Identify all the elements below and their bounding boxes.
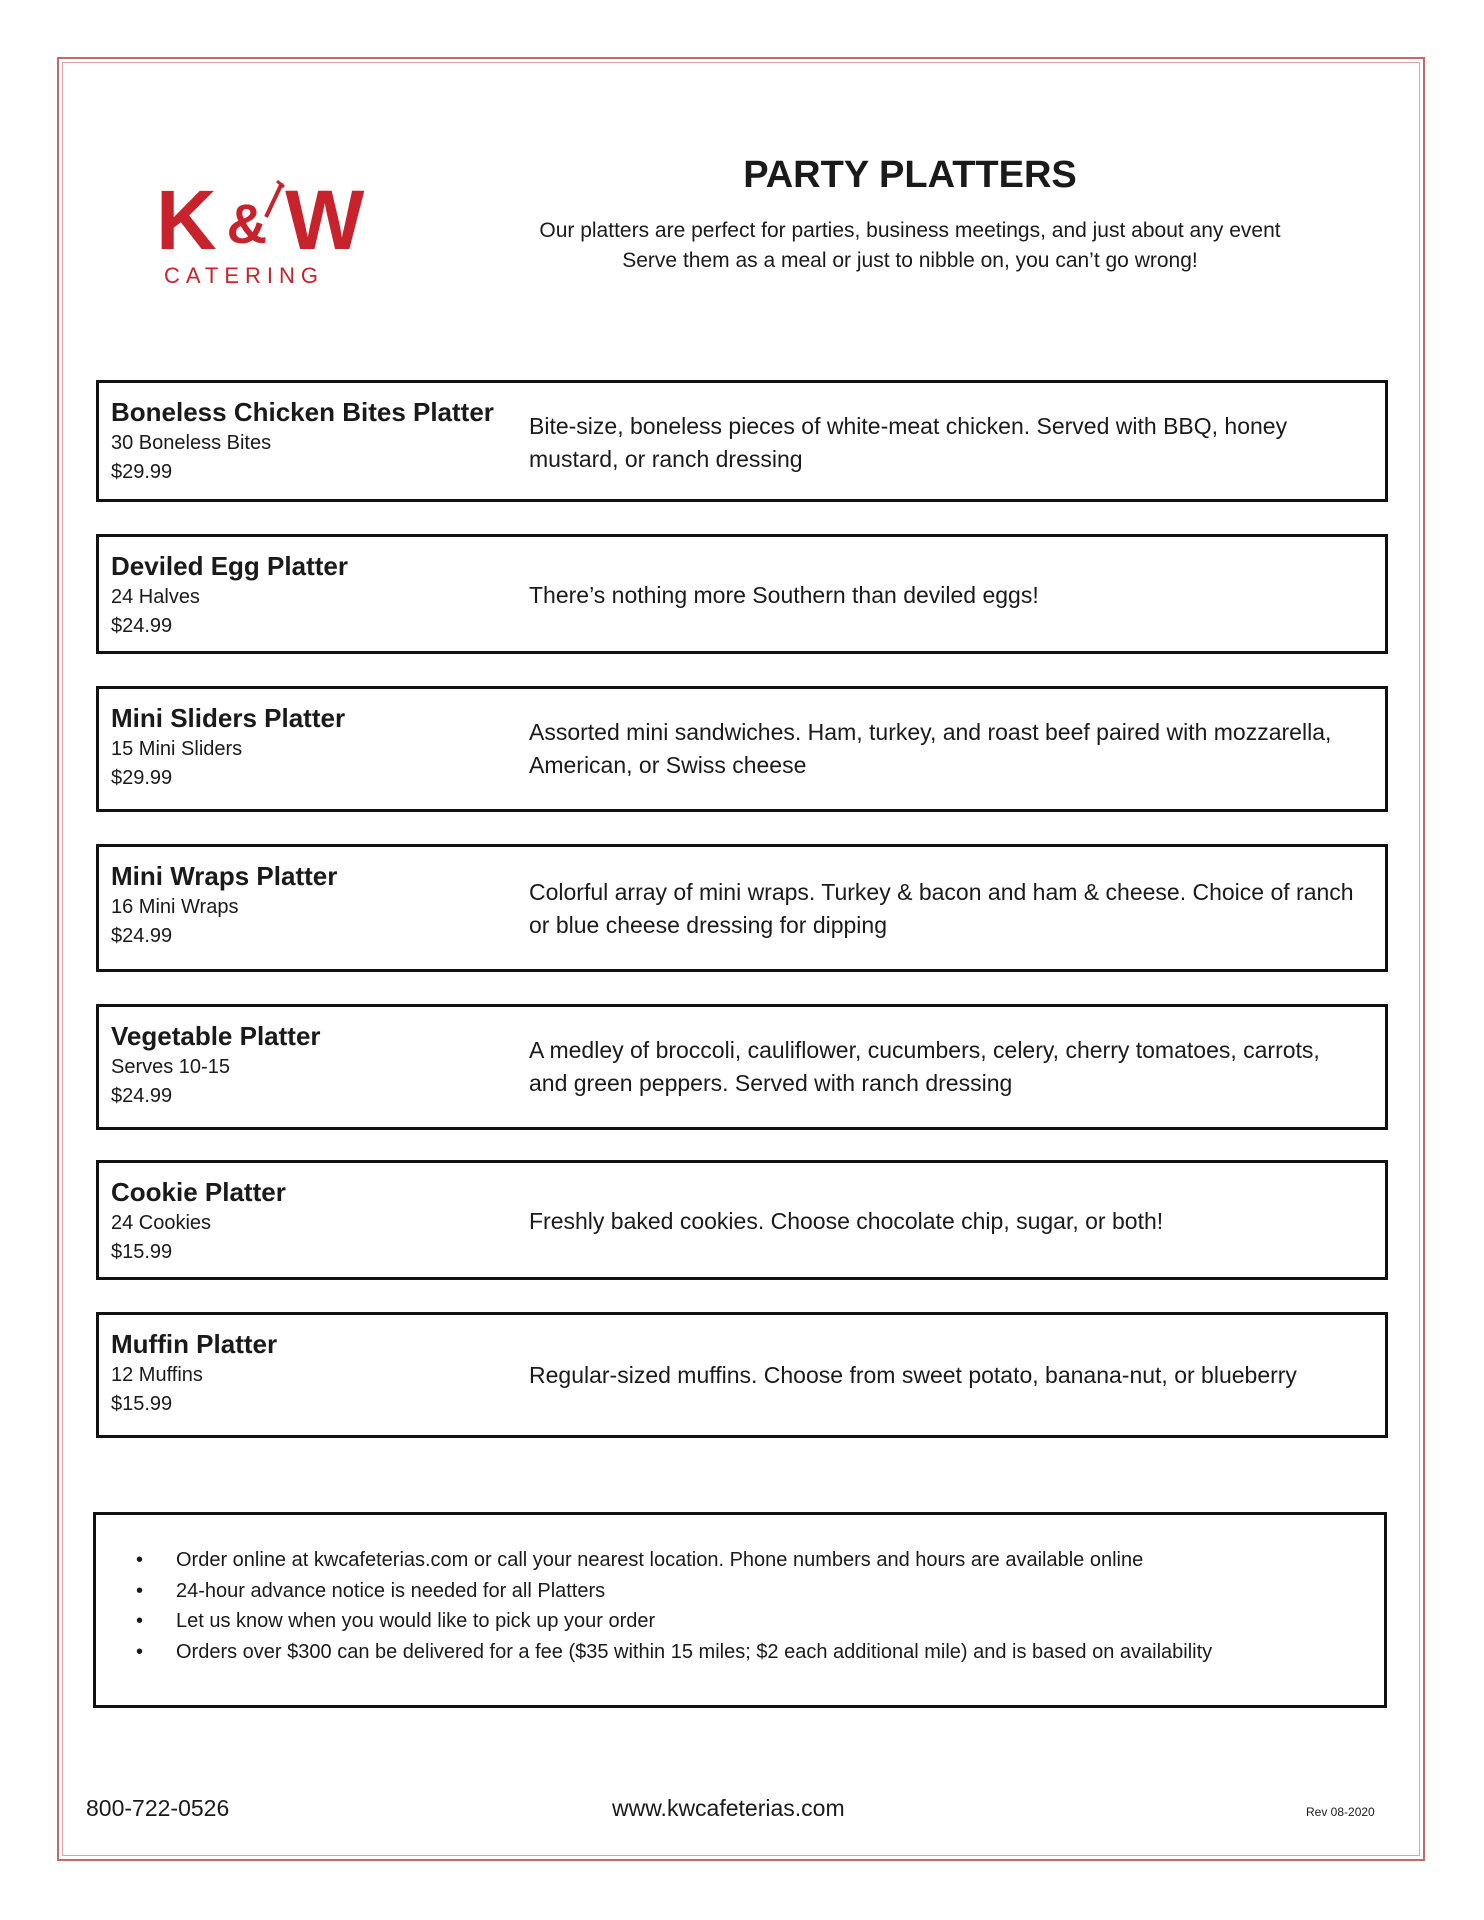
platter-description: There’s nothing more Southern than deviled eggs! (529, 582, 1039, 608)
platter-quantity: 15 Mini Sliders (111, 738, 243, 760)
platter-price: $24.99 (111, 1085, 173, 1107)
note-text: Orders over $300 can be delivered for a fee ($35 within 15 miles; $2 each additional mile) and is based on availability (176, 1640, 1213, 1663)
platter-card-deviled-egg (96, 534, 1388, 654)
platter-card-mini-wraps (96, 844, 1388, 972)
bullet-icon: • (136, 1640, 144, 1663)
order-notes-box (93, 1512, 1387, 1708)
subtitle-line-1: Our platters are perfect for parties, business meetings, and just about any event (539, 219, 1281, 242)
platter-name: Cookie Platter (111, 1177, 286, 1207)
platter-card-mini-sliders (96, 686, 1388, 812)
note-text: 24-hour advance notice is needed for all Platters (176, 1579, 606, 1602)
logo-mark (156, 175, 366, 275)
platter-name: Mini Wraps Platter (111, 861, 338, 891)
logo-ampersand: & (226, 192, 270, 255)
note-text: Order online at kwcafeterias.com or call your nearest location. Phone numbers and hours are available online (176, 1549, 1144, 1571)
platter-name: Deviled Egg Platter (111, 551, 348, 581)
page-title: PARTY PLATTERS (743, 154, 1077, 196)
logo-letter-w: W (285, 173, 367, 267)
platter-card-cookie (96, 1160, 1388, 1280)
platter-price: $24.99 (111, 925, 173, 947)
platter-quantity: 24 Cookies (111, 1212, 212, 1234)
logo-letter-k: K (156, 173, 219, 267)
list-item (136, 1606, 1212, 1637)
footer-website: www.kwcafeterias.com (612, 1795, 845, 1821)
platter-description: Freshly baked cookies. Choose chocolate chip, sugar, or both! (529, 1208, 1164, 1234)
platter-card-muffin (96, 1312, 1388, 1438)
platter-card-chicken-bites (96, 380, 1388, 502)
subtitle-line-2: Serve them as a meal or just to nibble on, you can’t go wrong! (622, 249, 1198, 272)
platter-name: Muffin Platter (111, 1329, 278, 1359)
logo-subtitle: CATERING (163, 263, 325, 288)
list-item (136, 1576, 1212, 1607)
platter-price: $15.99 (111, 1241, 173, 1263)
platter-card-vegetable (96, 1004, 1388, 1130)
platter-description: A medley of broccoli, cauliflower, cucumbers, celery, cherry tomatoes, carrots, and green peppers. Served with ranch dressing (529, 1037, 1320, 1096)
bullet-icon: • (136, 1579, 144, 1602)
list-item (136, 1545, 1212, 1576)
kw-catering-logo (150, 173, 367, 290)
list-item (136, 1637, 1212, 1668)
platter-description: Bite-size, boneless pieces of white-meat chicken. Served with BBQ, honey mustard, or ranch dressing (529, 413, 1288, 472)
platter-name: Boneless Chicken Bites Platter (111, 397, 494, 427)
platter-name: Vegetable Platter (111, 1021, 321, 1051)
platter-quantity: 30 Boneless Bites (111, 432, 272, 454)
platter-quantity: 16 Mini Wraps (111, 896, 239, 918)
platter-quantity: Serves 10-15 (111, 1056, 230, 1078)
platter-description: Assorted mini sandwiches. Ham, turkey, and roast beef paired with mozzarella, American, or Swiss cheese (529, 719, 1332, 778)
platter-price: $29.99 (111, 767, 173, 789)
fork-knife-icon (263, 179, 285, 219)
platter-quantity: 24 Halves (111, 586, 200, 608)
footer-phone: 800-722-0526 (86, 1795, 230, 1821)
platter-name: Mini Sliders Platter (111, 703, 346, 733)
bullet-icon: • (136, 1549, 144, 1571)
footer-revision: Rev 08-2020 (1306, 1805, 1375, 1819)
platter-price: $29.99 (111, 461, 173, 483)
bullet-icon: • (136, 1610, 144, 1632)
platter-price: $15.99 (111, 1393, 173, 1415)
platter-description: Regular-sized muffins. Choose from sweet potato, banana-nut, or blueberry (529, 1362, 1297, 1388)
platter-price: $24.99 (111, 615, 173, 637)
order-notes-list (136, 1545, 1212, 1667)
note-text: Let us know when you would like to pick up your order (176, 1610, 656, 1632)
platter-quantity: 12 Muffins (111, 1364, 203, 1386)
platter-description: Colorful array of mini wraps. Turkey & bacon and ham & cheese. Choice of ranch or blue cheese dressing for dipping (529, 879, 1354, 938)
